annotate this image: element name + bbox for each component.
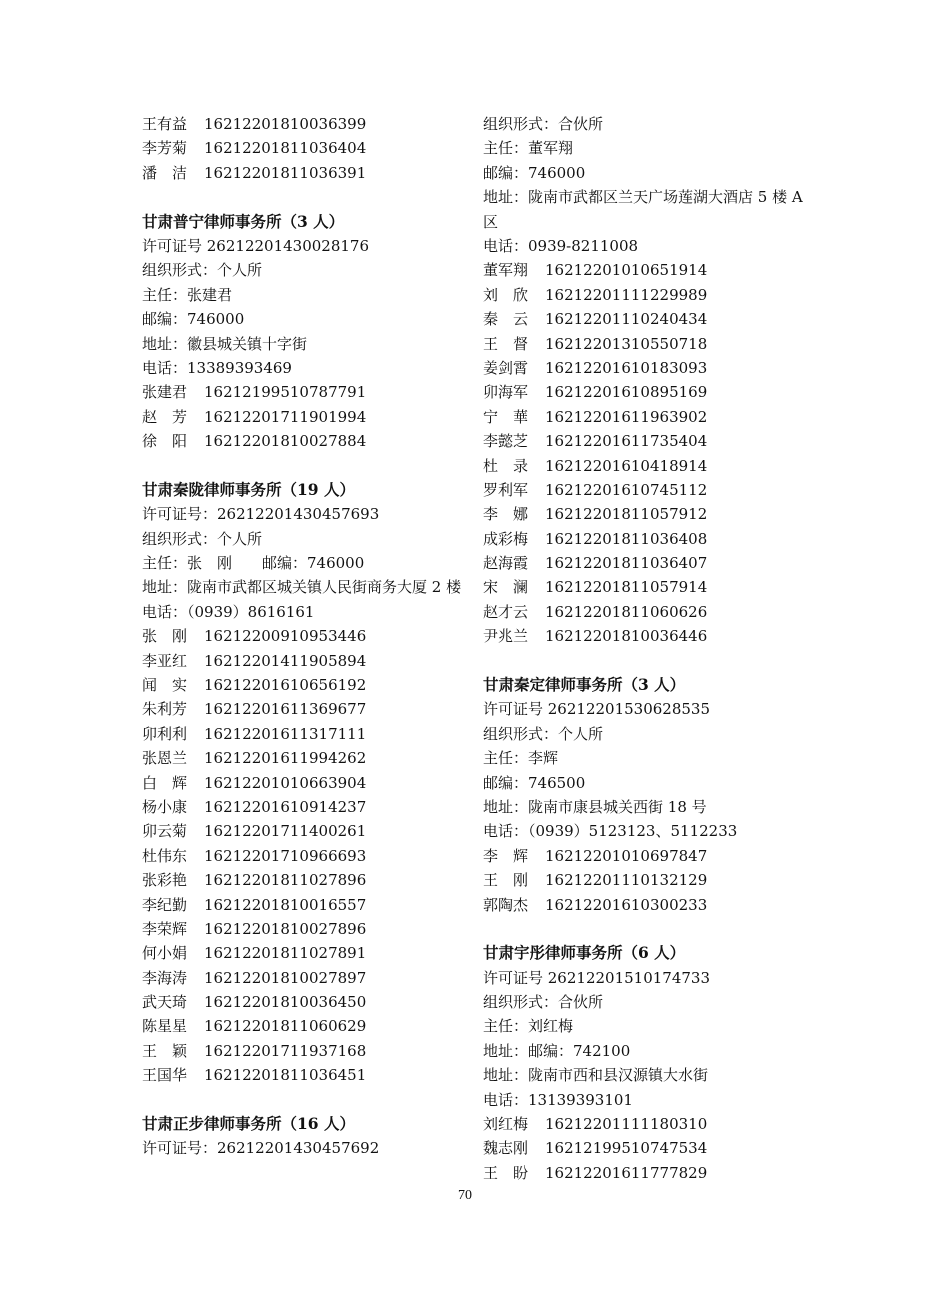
firm-info-line: 邮编：746500 — [483, 773, 586, 792]
member-name: 杜 录 — [483, 456, 529, 475]
member-row — [142, 990, 462, 1014]
member-row — [483, 1136, 813, 1160]
firm-info-line: 组织形式：个人所 — [142, 261, 263, 280]
member-row — [142, 161, 462, 185]
member-row — [483, 868, 813, 892]
member-name: 李 辉 — [483, 846, 529, 865]
member-name: 李纪勤 — [142, 895, 188, 914]
right-column — [483, 112, 813, 1185]
member-row — [142, 380, 462, 404]
member-name: 李荣辉 — [142, 919, 188, 938]
section-spacer — [142, 1088, 462, 1112]
member-name: 李亚红 — [142, 651, 188, 670]
member-name: 董军翔 — [483, 261, 529, 280]
license-number: 16212201811036404 — [204, 139, 367, 158]
member-name: 徐 阳 — [142, 432, 188, 451]
member-row — [142, 917, 462, 941]
license-number: 16212201611369677 — [204, 700, 367, 719]
license-number: 16212201611735404 — [545, 432, 708, 451]
license-number: 16212199510787791 — [204, 383, 367, 402]
firm-info-line: 组织形式：合伙所 — [483, 115, 604, 133]
member-row — [483, 283, 813, 307]
member-name: 李海涛 — [142, 968, 188, 987]
member-row — [142, 722, 462, 746]
member-row — [142, 1039, 462, 1063]
member-row — [142, 1063, 462, 1087]
page-number: 70 — [458, 1188, 472, 1203]
member-row — [142, 429, 462, 453]
firm-info-line: 电话：（0939）5123123、5112233 — [483, 822, 738, 841]
license-number: 16212201010651914 — [545, 261, 708, 280]
firm-info-line: 电话：13389393469 — [142, 358, 292, 377]
member-name: 罗利军 — [483, 480, 529, 499]
firm-info-line: 地址：陇南市西和县汉源镇大水街 — [483, 1066, 709, 1085]
license-number: 16212201810027897 — [204, 968, 367, 987]
license-number: 16212201811036407 — [545, 554, 708, 573]
member-name: 魏志刚 — [483, 1139, 529, 1158]
license-number: 16212201111180310 — [545, 1115, 708, 1134]
member-name: 赵才云 — [483, 602, 529, 621]
license-number: 16212201811057914 — [545, 578, 708, 597]
member-row — [483, 600, 813, 624]
license-number: 16212201811027896 — [204, 871, 367, 890]
member-name: 赵海霞 — [483, 554, 529, 573]
firm-info-line: 地址：邮编：742100 — [483, 1041, 631, 1060]
license-number: 16212201610300233 — [545, 895, 708, 914]
member-row — [483, 332, 813, 356]
member-row — [142, 112, 462, 136]
section-spacer — [142, 453, 462, 477]
member-name: 杨小康 — [142, 797, 188, 816]
member-row — [483, 405, 813, 429]
member-row — [483, 527, 813, 551]
member-name: 王 颖 — [142, 1041, 188, 1060]
license-number: 16212201611777829 — [545, 1163, 708, 1182]
member-name: 陈星星 — [142, 1017, 188, 1036]
member-row — [483, 1161, 813, 1185]
left-column — [142, 112, 462, 1161]
license-number: 16212201611994262 — [204, 749, 367, 768]
member-name: 王 刚 — [483, 871, 529, 890]
member-name: 卯云菊 — [142, 822, 188, 841]
firm-info-line: 地址：陇南市武都区兰天广场莲湖大酒店 5 楼 A 区 — [483, 188, 803, 231]
license-number: 16212201611963902 — [545, 407, 708, 426]
member-row — [142, 795, 462, 819]
license-number: 16212201411905894 — [204, 651, 367, 670]
member-row — [142, 624, 462, 648]
member-row — [483, 1112, 813, 1136]
license-number: 16212201810036399 — [204, 115, 367, 133]
member-name: 秦 云 — [483, 310, 529, 329]
license-number: 16212201310550718 — [545, 334, 708, 353]
member-name: 杜伟东 — [142, 846, 188, 865]
member-name: 赵 芳 — [142, 407, 188, 426]
license-number: 16212201110240434 — [545, 310, 708, 329]
firm-info-line: 许可证号 26212201510174733 — [483, 968, 711, 987]
member-row — [483, 380, 813, 404]
license-number: 16212199510747534 — [545, 1139, 708, 1158]
member-row — [483, 478, 813, 502]
member-name: 郭陶杰 — [483, 895, 529, 914]
member-row — [483, 258, 813, 282]
license-number: 16212201711901994 — [204, 407, 367, 426]
member-name: 张建君 — [142, 383, 188, 402]
firm-title: 甘肃宇彤律师事务所（6 人） — [483, 943, 686, 963]
member-name: 王有益 — [142, 115, 188, 133]
member-row — [483, 624, 813, 648]
license-number: 16212201610418914 — [545, 456, 708, 475]
member-row — [142, 405, 462, 429]
license-number: 16212201111229989 — [545, 285, 708, 304]
license-number: 16212201811036451 — [204, 1066, 367, 1085]
member-name: 武天琦 — [142, 993, 188, 1012]
member-name: 卯海军 — [483, 383, 529, 402]
firm-info-line: 电话：（0939）8616161 — [142, 602, 315, 621]
member-name: 刘 欣 — [483, 285, 529, 304]
member-row — [142, 136, 462, 160]
member-name: 姜剑霄 — [483, 358, 529, 377]
member-row — [483, 356, 813, 380]
member-name: 李芳菊 — [142, 139, 188, 158]
section-spacer — [142, 185, 462, 209]
member-row — [142, 893, 462, 917]
member-name: 闻 实 — [142, 676, 188, 694]
license-number: 16212201610656192 — [204, 676, 367, 694]
member-name: 李 娜 — [483, 505, 529, 524]
license-number: 16212201711400261 — [204, 822, 367, 841]
member-row — [142, 1014, 462, 1038]
firm-info-line: 地址：陇南市武都区城关镇人民街商务大厦 2 楼 — [142, 578, 462, 597]
firm-info-line: 主任：李辉 — [483, 749, 559, 768]
member-row — [142, 746, 462, 770]
firm-info-line: 主任：张建君 — [142, 285, 233, 304]
member-name: 王 盼 — [483, 1163, 529, 1182]
member-row — [483, 551, 813, 575]
firm-info-line: 邮编：746000 — [483, 163, 586, 182]
license-number: 16212201710966693 — [204, 846, 367, 865]
license-number: 16212201810027896 — [204, 919, 367, 938]
license-number: 16212201811060629 — [204, 1017, 367, 1036]
firm-info-line: 电话：13139393101 — [483, 1090, 633, 1109]
member-row — [142, 673, 462, 697]
member-name: 刘红梅 — [483, 1115, 529, 1134]
member-name: 卯利利 — [142, 724, 188, 743]
firm-info-line: 许可证号 26212201430028176 — [142, 236, 370, 255]
member-name: 朱利芳 — [142, 700, 188, 719]
license-number: 16212201810016557 — [204, 895, 367, 914]
member-name: 李懿芝 — [483, 432, 529, 451]
license-number: 16212201110132129 — [545, 871, 708, 890]
firm-title: 甘肃秦陇律师事务所（19 人） — [142, 479, 355, 499]
member-name: 宋 澜 — [483, 578, 529, 597]
member-name: 张 刚 — [142, 627, 188, 646]
firm-info-line: 许可证号 26212201530628535 — [483, 700, 711, 719]
member-row — [483, 893, 813, 917]
member-row — [483, 454, 813, 478]
member-row — [483, 575, 813, 599]
firm-title: 甘肃正步律师事务所（16 人） — [142, 1114, 355, 1134]
license-number: 16212201610183093 — [545, 358, 708, 377]
section-spacer — [483, 649, 813, 673]
member-row — [142, 649, 462, 673]
firm-title: 甘肃秦定律师事务所（3 人） — [483, 675, 686, 695]
member-row — [142, 771, 462, 795]
member-row — [142, 844, 462, 868]
firm-info-line: 主任：董军翔 — [483, 139, 574, 158]
firm-info-line: 组织形式：个人所 — [483, 724, 604, 743]
license-number: 16212201810036446 — [545, 627, 708, 646]
member-name: 张彩艳 — [142, 871, 188, 890]
member-name: 尹兆兰 — [483, 627, 529, 646]
firm-info-line: 主任：张 刚 邮编：746000 — [142, 554, 365, 573]
license-number: 16212200910953446 — [204, 627, 367, 646]
member-name: 潘 洁 — [142, 163, 188, 182]
member-row — [483, 502, 813, 526]
member-row — [142, 819, 462, 843]
license-number: 16212201610914237 — [204, 797, 367, 816]
license-number: 16212201610745112 — [545, 480, 708, 499]
license-number: 16212201611317111 — [204, 724, 367, 743]
firm-info-line: 组织形式：合伙所 — [483, 993, 604, 1012]
license-number: 16212201811036408 — [545, 529, 708, 548]
member-name: 王国华 — [142, 1066, 188, 1085]
license-number: 16212201811060626 — [545, 602, 708, 621]
license-number: 16212201010663904 — [204, 773, 367, 792]
firm-info-line: 地址：徽县城关镇十字街 — [142, 334, 308, 353]
license-number: 16212201711937168 — [204, 1041, 367, 1060]
member-name: 何小娟 — [142, 944, 188, 963]
member-row — [142, 966, 462, 990]
firm-info-line: 邮编：746000 — [142, 310, 245, 329]
firm-info-line: 地址：陇南市康县城关西街 18 号 — [483, 797, 707, 816]
member-row — [483, 429, 813, 453]
member-row — [142, 868, 462, 892]
firm-info-line: 电话：0939-8211008 — [483, 236, 639, 255]
member-name: 张恩兰 — [142, 749, 188, 768]
member-name: 白 辉 — [142, 773, 188, 792]
member-row — [142, 941, 462, 965]
member-row — [483, 844, 813, 868]
firm-title: 甘肃普宁律师事务所（3 人） — [142, 211, 345, 231]
firm-info-line: 许可证号：26212201430457692 — [142, 1139, 380, 1158]
member-row — [483, 307, 813, 331]
section-spacer — [483, 917, 813, 941]
firm-info-line: 许可证号：26212201430457693 — [142, 505, 380, 524]
license-number: 16212201811027891 — [204, 944, 367, 963]
license-number: 16212201810027884 — [204, 432, 367, 451]
firm-info-line: 主任：刘红梅 — [483, 1017, 574, 1036]
license-number: 16212201610895169 — [545, 383, 708, 402]
member-row — [142, 697, 462, 721]
member-name: 王 督 — [483, 334, 529, 353]
license-number: 16212201811036391 — [204, 163, 367, 182]
license-number: 16212201010697847 — [545, 846, 708, 865]
license-number: 16212201811057912 — [545, 505, 708, 524]
license-number: 16212201810036450 — [204, 993, 367, 1012]
member-name: 成彩梅 — [483, 529, 529, 548]
member-name: 宁 華 — [483, 407, 529, 426]
firm-info-line: 组织形式：个人所 — [142, 529, 263, 548]
